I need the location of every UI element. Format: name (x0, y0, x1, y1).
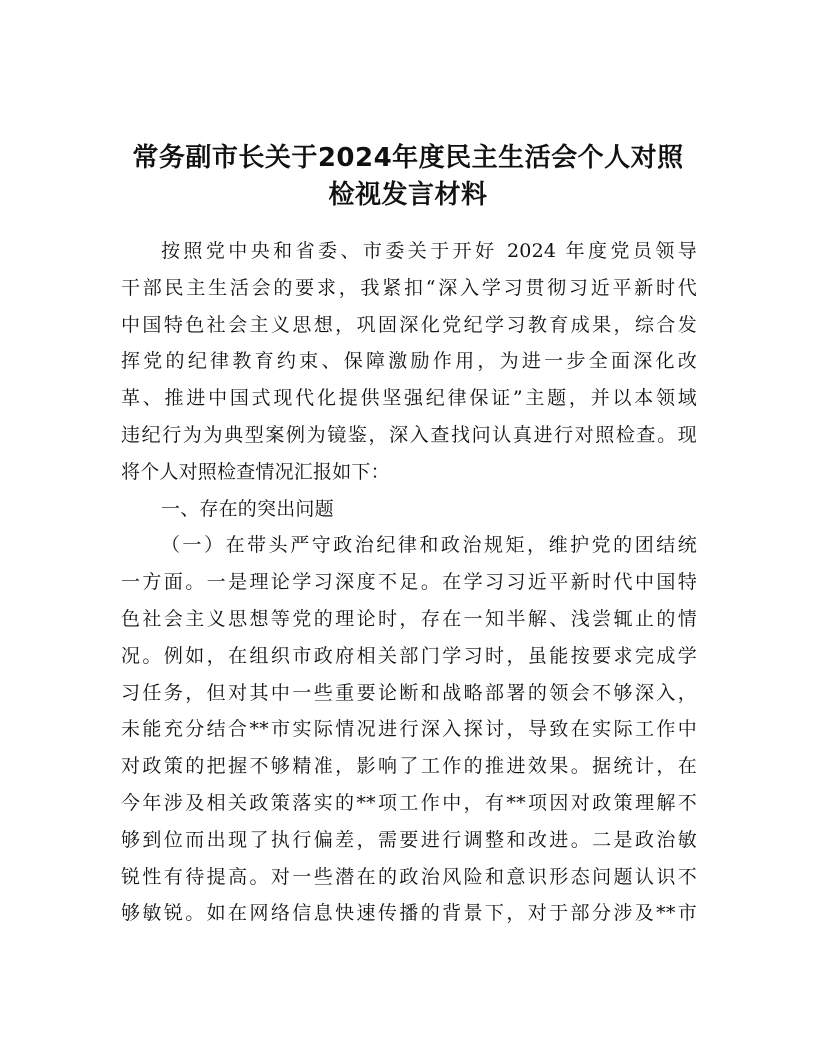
text-line: 革、推进中国式现代化提供坚强纪律保证”主题，并以本领域 (121, 387, 697, 410)
text-line: 干部民主生活会的要求，我紧扣“深入学习贯彻习近平新时代 (121, 276, 697, 299)
text-line: 况。例如，在组织市政府相关部门学习时，虽能按要求完成学 (121, 644, 697, 667)
section-heading: 一、存在的突出问题 (161, 497, 334, 520)
text-line: 中国特色社会主义思想，巩固深化党纪学习教育成果，综合发 (121, 313, 697, 336)
text-line: 对政策的把握不够精准，影响了工作的推进效果。据统计，在 (121, 755, 697, 778)
title-line-1: 常务副市长关于2024年度民主生活会个人对照 (132, 143, 684, 173)
text-line: 习任务，但对其中一些重要论断和战略部署的领会不够深入， (121, 681, 697, 704)
text-line: （一）在带头严守政治纪律和政治规矩，维护党的团结统 (161, 534, 697, 557)
text-line: 够敏锐。如在网络信息快速传播的背景下，对于部分涉及**市 (121, 902, 697, 925)
text-line: 一方面。一是理论学习深度不足。在学习习近平新时代中国特 (121, 571, 697, 594)
document-title (110, 140, 706, 214)
text-line: 按照党中央和省委、市委关于开好 2024 年度党员领导 (161, 240, 697, 262)
section-paragraph (121, 527, 697, 932)
text-line: 未能充分结合**市实际情况进行深入探讨，导致在实际工作中 (121, 718, 697, 741)
text-line: 锐性有待提高。对一些潜在的政治风险和意识形态问题认识不 (121, 865, 697, 888)
text-line: 今年涉及相关政策落实的**项工作中，有**项因对政策理解不 (121, 791, 697, 814)
text-line: 够到位而出现了执行偏差，需要进行调整和改进。二是政治敏 (121, 828, 697, 851)
text-line: 违纪行为为典型案例为镜鉴，深入查找问认真进行对照检查。现 (121, 423, 697, 446)
text-line: 挥党的纪律教育约束、保障激励作用，为进一步全面深化改 (121, 350, 697, 373)
title-line-2: 检视发言材料 (328, 180, 488, 210)
document-body (121, 233, 697, 932)
text-line: 将个人对照检查情况汇报如下： (121, 460, 390, 483)
intro-paragraph (121, 233, 697, 491)
text-line: 色社会主义思想等党的理论时，存在一知半解、浅尝辄止的情 (121, 607, 697, 630)
